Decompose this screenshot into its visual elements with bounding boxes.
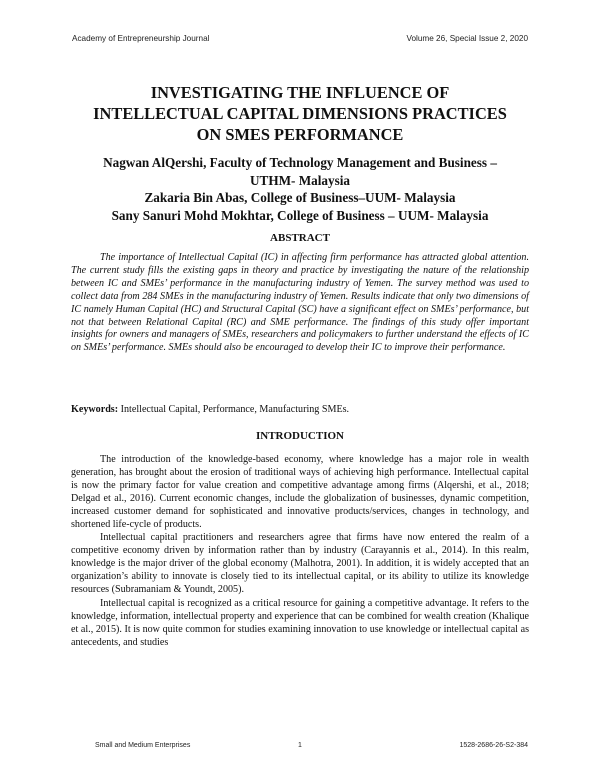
running-header-journal: Academy of Entrepreneurship Journal	[72, 34, 210, 43]
author-line-3: Zakaria Bin Abas, College of Business–UUM- Malaysia	[144, 190, 456, 205]
intro-paragraph-1: The introduction of the knowledge-based economy, where knowledge has a major role in wealth generation, has brought about the erosion of traditional ways of achieving high performance. Intellectual capital is now the primary factor for value creation and competitive advantage among firms (Alqershi, et al., 2018; Delgad et al., 2016). Current economic changes, include the globalization of businesses, dynamic competition, increased customer demand for sophisticated and innovative products/services, changes in technology, and shortened life-cycle of products.	[71, 454, 529, 530]
keywords-label: Keywords:	[71, 404, 119, 415]
footer-section-name: Small and Medium Enterprises	[95, 742, 191, 749]
abstract-heading: ABSTRACT	[270, 232, 330, 244]
author-line-2: UTHM- Malaysia	[250, 172, 350, 188]
footer-issn: 1528-2686-26-S2-384	[459, 742, 528, 749]
title-line-2: INTELLECTUAL CAPITAL DIMENSIONS PRACTICES	[93, 104, 507, 123]
introduction-heading: INTRODUCTION	[255, 430, 344, 442]
paper-title	[60, 82, 540, 145]
intro-paragraph-3: Intellectual capital is recognized as a critical resource for gaining a competitive advantage. It refers to the knowledge, information, intellectual property and experience that can be combined for wealth creation (Khalique et al., 2015). It is now quite common for studies examining innovation to use knowledge or intellectual capital as antecedents, and studies	[71, 597, 529, 648]
intro-paragraph-2: Intellectual capital practitioners and researchers agree that firms have now entered the realm of a competitive economy driven by information rather than by industry (Carayannis et al., 2014). In this realm, knowledge is the major driver of the global economy (Malhotra, 2001). In addition, it is widely accepted that an organization’s ability to innovate is closely tied to its intellectual capital, or its ability to utilize its knowledge resources (Subramaniam & Youndt, 2005).	[71, 532, 529, 596]
footer-page-number: 1	[298, 742, 302, 749]
title-line-3: ON SMES PERFORMANCE	[196, 125, 404, 144]
abstract-text: The importance of Intellectual Capital (IC) in affecting firm performance has attracted global attention. The current study fills the existing gaps in theory and practice by investigating the nature of the relationship between IC and SMEs’ performance in the manufacturing industry of Yemen. The survey method was used to collect data from 284 SMEs in the manufacturing industry of Yemen. Results indicate that only two dimensions of IC namely Human Capital (HC) and Structural Capital (SC) have a significant effect on SMEs’ performance, but not that between Relational Capital (RC) and SME performance. The findings of this study offer important insights for owners and managers of SMEs, researchers and policymakers to further understand the effects of IC on SMEs’ performance. SMEs should also be encouraged to develop their IC to improve their performance.	[71, 252, 529, 354]
title-line-1: INVESTIGATING THE INFLUENCE OF	[150, 83, 450, 102]
keywords-text: Intellectual Capital, Performance, Manufacturing SMEs.	[120, 404, 350, 415]
author-line-1: Nagwan AlQershi, Faculty of Technology Management and Business –	[103, 155, 497, 170]
introduction-body	[71, 454, 529, 651]
author-line-4: Sany Sanuri Mohd Mokhtar, College of Business – UUM- Malaysia	[111, 207, 489, 223]
running-header-volume: Volume 26, Special Issue 2, 2020	[406, 34, 528, 43]
keywords-line	[71, 404, 529, 415]
author-block	[60, 154, 540, 224]
